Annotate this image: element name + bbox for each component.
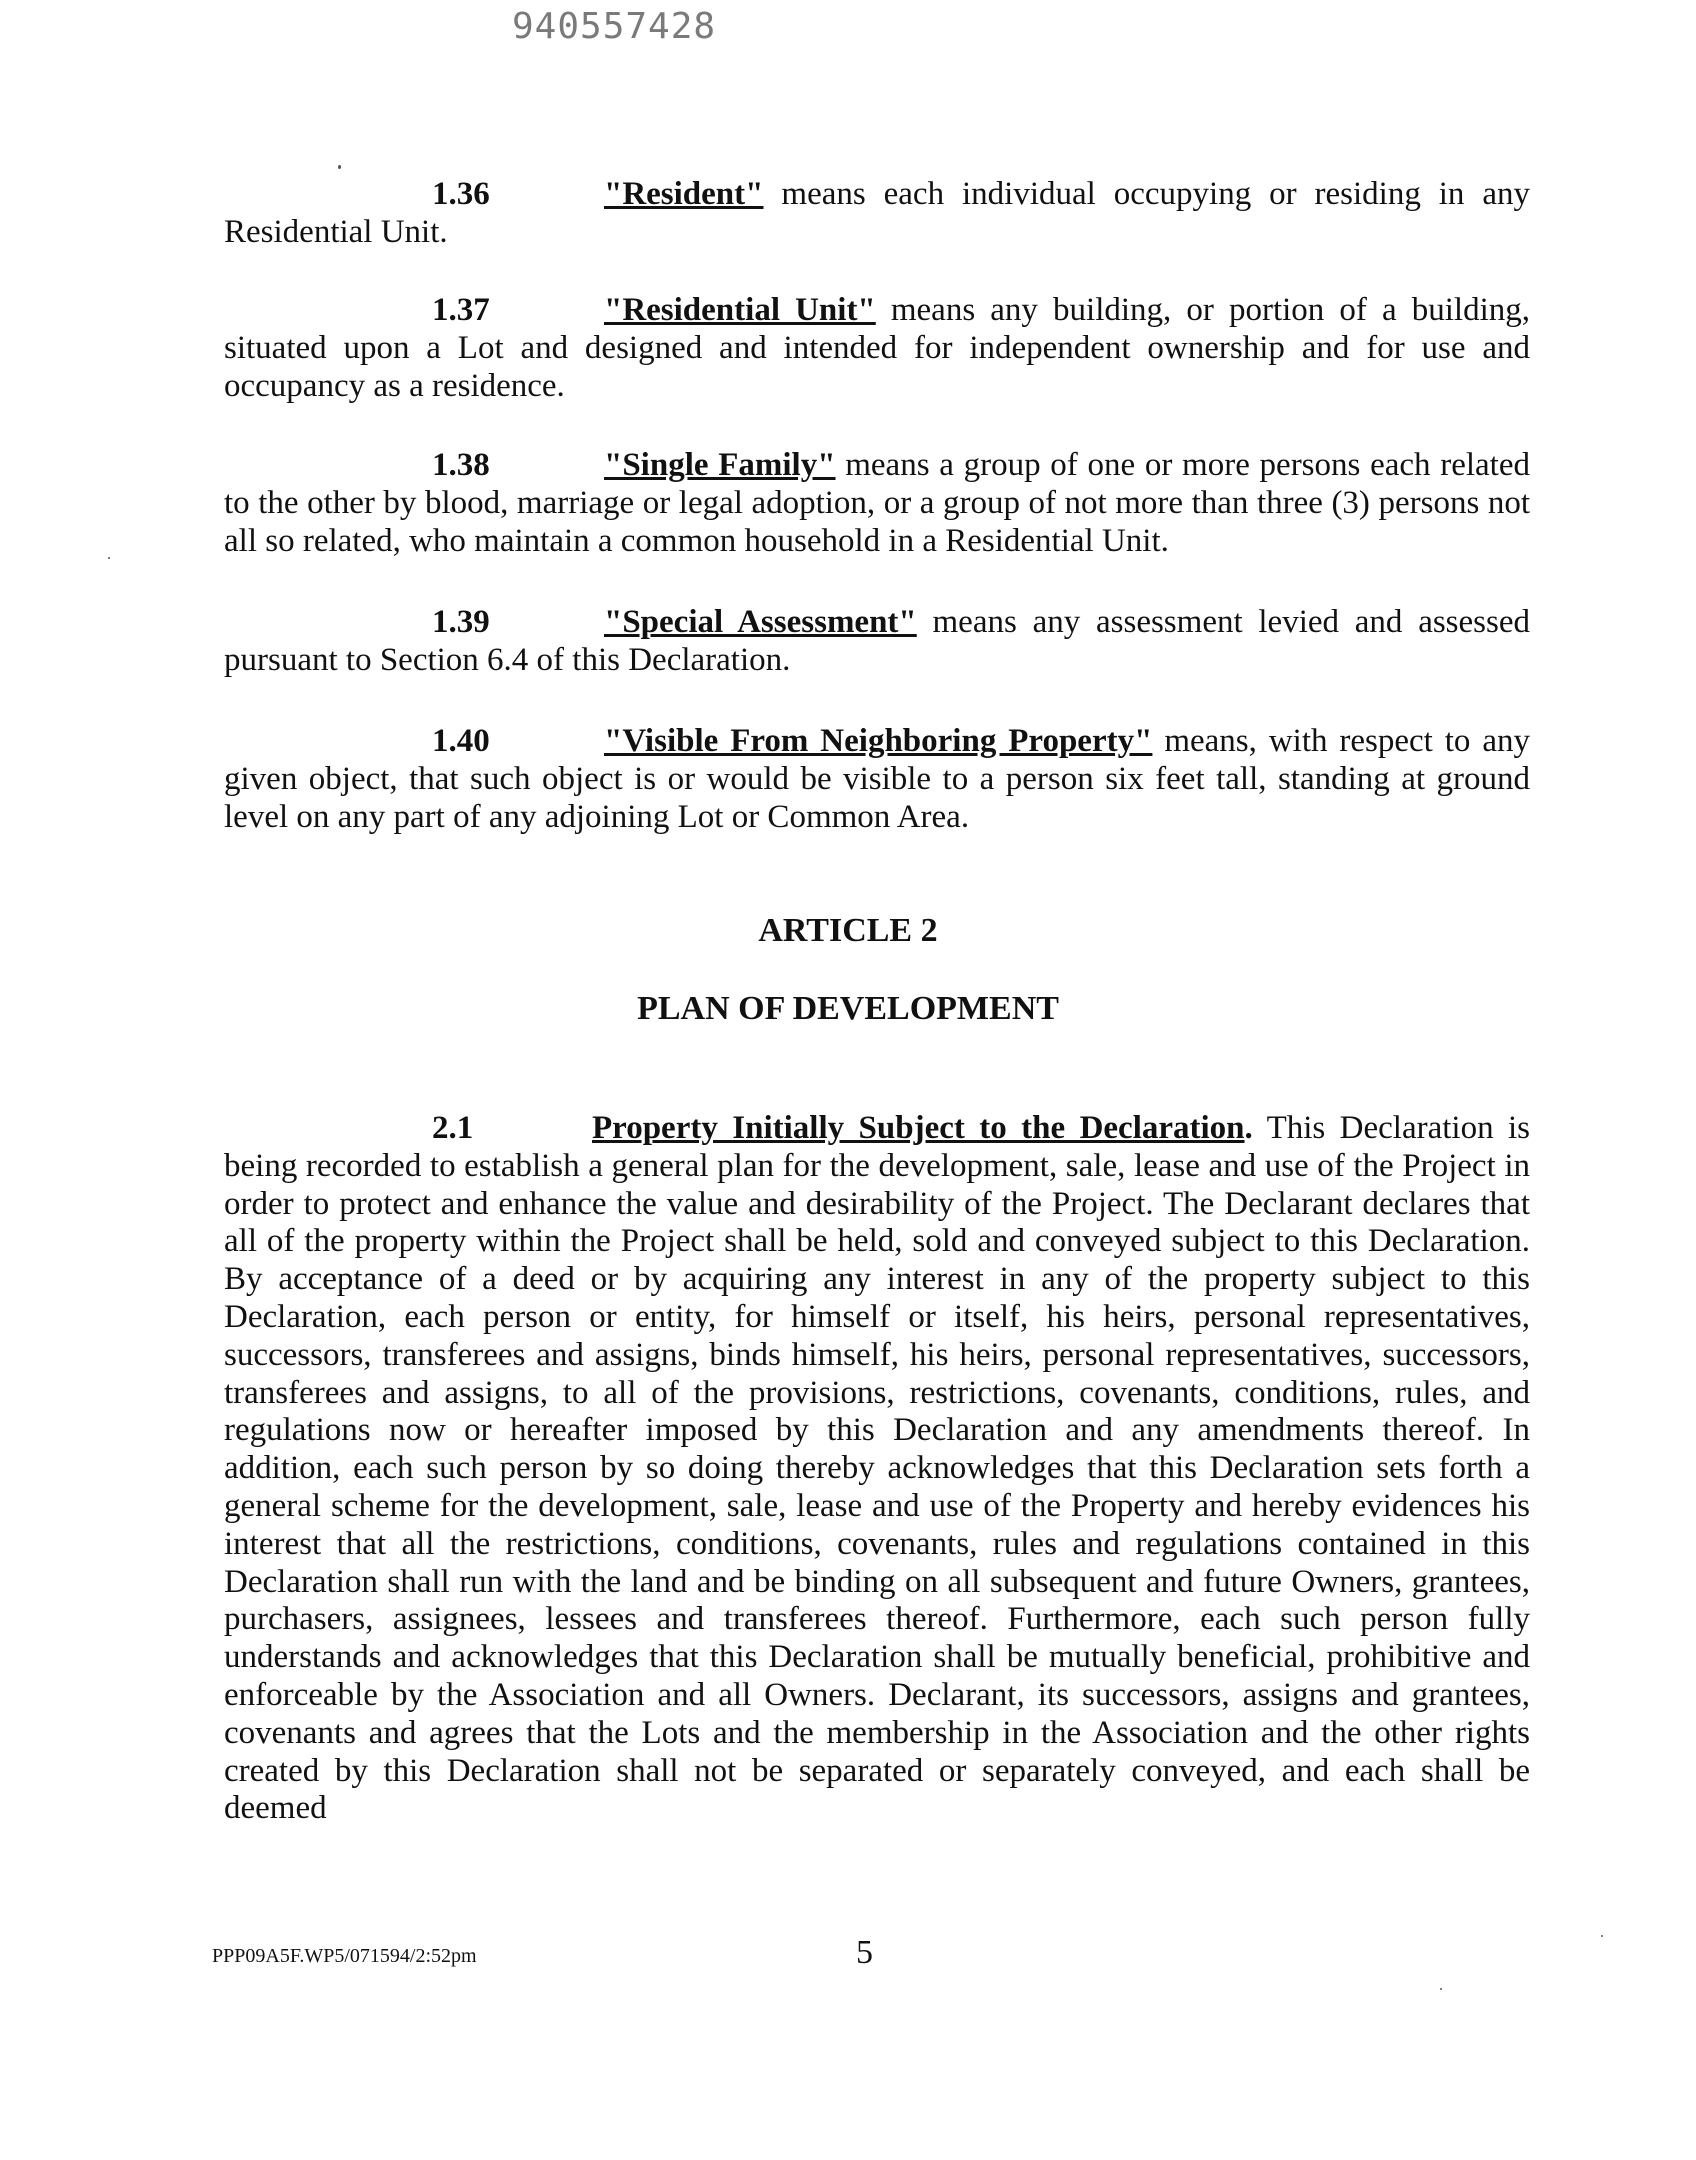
section-number: 1.38 <box>432 447 490 483</box>
article-title: ARTICLE 2 <box>758 912 938 949</box>
defined-term: "Single Family" <box>604 447 836 483</box>
section-1-37 <box>224 291 1530 405</box>
defined-term: "Resident" <box>604 176 764 212</box>
section-text: means, with respect to any given object, that such object is or would be visible to a person six feet tall, standing at ground level on any part of any adjoining Lot or Common Area. <box>224 723 1530 835</box>
section-number: 2.1 <box>432 1110 474 1146</box>
footer-file-reference: PPP09A5F.WP5/071594/2:52pm <box>212 1945 477 1967</box>
section-number: 1.39 <box>432 604 490 640</box>
section-number: 1.40 <box>432 723 490 759</box>
defined-term: "Residential Unit" <box>604 292 876 328</box>
article-subtitle: PLAN OF DEVELOPMENT <box>637 990 1059 1027</box>
section-text: This Declaration is being recorded to establish a general plan for the development, sale, lease and use of the Project in order to protect and enhance the value and desirability of the Project. The Declarant declares that all of the property within the Project shall be held, sold and conveyed subject to this Declaration. By acceptance of a deed or by acquiring any interest in any of the property subject to this Declaration, each person or entity, for himself or itself, his heirs, personal representatives, successors, transferees and assigns, binds himself, his heirs, personal representatives, successors, transferees and assigns, to all of the provisions, restrictions, covenants, conditions, rules, and regulations now or hereafter imposed by this Declaration and any amendments thereof. In addition, each such person by so doing thereby acknowledges that this Declaration sets forth a general scheme for the development, sale, lease and use of the Property and hereby evidences his interest that all the restrictions, conditions, covenants, rules and regulations contained in this Declaration shall run with the land and be binding on all subsequent and future Owners, grantees, purchasers, assignees, lessees and transferees thereof. Furthermore, each such person fully understands and acknowledges that this Declaration shall be mutually beneficial, prohibitive and enforceable by the Association and all Owners. Declarant, its successors, assigns and grantees, covenants and agrees that the Lots and the membership in the Association and the other rights created by this Declaration shall not be separated or separately conveyed, and each shall be deemed <box>224 1110 1530 1827</box>
section-heading: Property Initially Subject to the Declaration <box>592 1110 1245 1146</box>
section-1-38 <box>224 446 1530 560</box>
section-text: means a group of one or more persons each related to the other by blood, marriage or legal adoption, or a group of not more than three (3) persons not all so related, who maintain a common household in a Residential Unit. <box>224 447 1530 559</box>
section-1-39 <box>224 603 1530 679</box>
defined-term: "Special Assessment" <box>604 604 917 640</box>
section-text: means each individual occupying or residing in any Residential Unit. <box>224 176 1530 250</box>
section-2-1 <box>224 1110 1530 1828</box>
scan-speck <box>1601 1935 1603 1937</box>
section-number: 1.36 <box>432 176 490 212</box>
scan-speck <box>338 165 341 169</box>
section-heading-period: . <box>1244 1110 1253 1146</box>
section-text: means any assessment levied and assessed pursuant to Section 6.4 of this Declaration. <box>224 604 1531 678</box>
defined-term: "Visible From Neighboring Property" <box>604 723 1153 759</box>
scan-speck <box>1440 1988 1442 1990</box>
scan-speck <box>108 557 110 559</box>
section-number: 1.37 <box>432 292 490 328</box>
section-1-36 <box>224 175 1530 251</box>
section-text: means any building, or portion of a building, situated upon a Lot and designed and intended for independent ownership and for use and occupancy as a residence. <box>224 292 1530 404</box>
section-1-40 <box>224 722 1530 836</box>
document-stamp-number: 940557428 <box>512 6 717 47</box>
page-number: 5 <box>856 1934 873 1971</box>
